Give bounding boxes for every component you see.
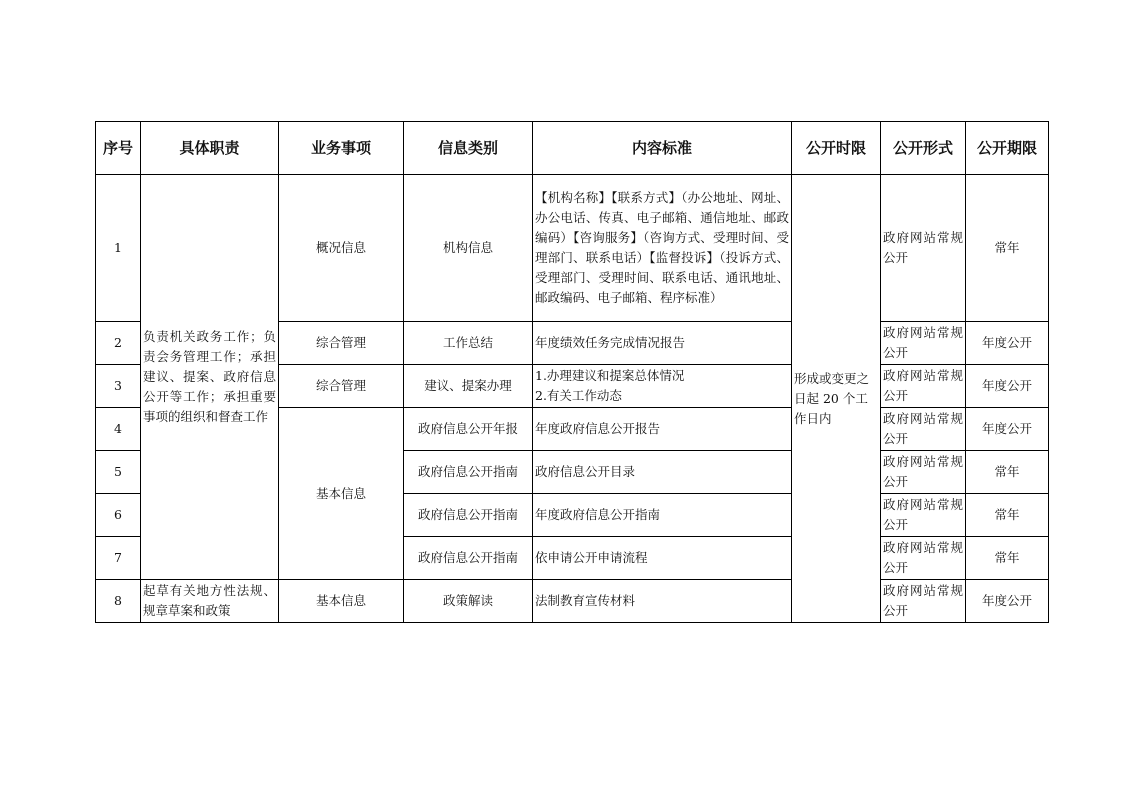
duty-cell — [141, 580, 279, 623]
table-row — [96, 580, 1049, 623]
content-line: 1.办理建议和提案总体情况 — [535, 368, 685, 383]
period-cell: 常年 — [966, 494, 1049, 537]
table-row — [96, 175, 1049, 322]
period-cell: 年度公开 — [966, 365, 1049, 408]
business-cell: 基本信息 — [279, 408, 404, 580]
period-cell: 常年 — [966, 537, 1049, 580]
business-cell: 综合管理 — [279, 322, 404, 365]
header-form: 公开形式 — [881, 122, 966, 175]
category-cell: 政府信息公开指南 — [404, 537, 533, 580]
period-cell: 年度公开 — [966, 408, 1049, 451]
period-cell: 常年 — [966, 451, 1049, 494]
time-limit-cell: 形成或变更之日起 20 个工作日内 — [792, 175, 881, 623]
category-cell: 建议、提案办理 — [404, 365, 533, 408]
category-cell: 政府信息公开年报 — [404, 408, 533, 451]
content-cell — [533, 365, 792, 408]
row-no: 1 — [96, 175, 141, 322]
content-cell: 年度绩效任务完成情况报告 — [533, 322, 792, 365]
business-cell: 综合管理 — [279, 365, 404, 408]
period-cell: 年度公开 — [966, 322, 1049, 365]
content-cell: 年度政府信息公开报告 — [533, 408, 792, 451]
category-cell: 政府信息公开指南 — [404, 494, 533, 537]
header-business: 业务事项 — [279, 122, 404, 175]
content-cell: 年度政府信息公开指南 — [533, 494, 792, 537]
category-cell: 工作总结 — [404, 322, 533, 365]
category-cell: 机构信息 — [404, 175, 533, 322]
row-no: 4 — [96, 408, 141, 451]
period-cell: 常年 — [966, 175, 1049, 322]
duty-text: 起草有关地方性法规、规章草案和政策 — [143, 583, 276, 618]
header-no: 序号 — [96, 122, 141, 175]
row-no: 5 — [96, 451, 141, 494]
form-cell: 政府网站常规公开 — [881, 580, 966, 623]
disclosure-table — [95, 121, 1049, 623]
content-line: 2.有关工作动态 — [535, 388, 622, 403]
header-duty: 具体职责 — [141, 122, 279, 175]
header-period: 公开期限 — [966, 122, 1049, 175]
row-no: 6 — [96, 494, 141, 537]
form-cell: 政府网站常规公开 — [881, 408, 966, 451]
form-cell: 政府网站常规公开 — [881, 175, 966, 322]
period-cell: 年度公开 — [966, 580, 1049, 623]
form-cell: 政府网站常规公开 — [881, 365, 966, 408]
form-cell: 政府网站常规公开 — [881, 494, 966, 537]
header-time-limit: 公开时限 — [792, 122, 881, 175]
header-category: 信息类别 — [404, 122, 533, 175]
content-cell: 政府信息公开目录 — [533, 451, 792, 494]
row-no: 2 — [96, 322, 141, 365]
duty-cell: 负责机关政务工作；负责会务管理工作；承担建议、提案、政府信息公开等工作；承担重要事项的组织和督查工作 — [141, 175, 279, 580]
row-no: 8 — [96, 580, 141, 623]
form-cell: 政府网站常规公开 — [881, 322, 966, 365]
category-cell: 政策解读 — [404, 580, 533, 623]
business-cell: 概况信息 — [279, 175, 404, 322]
row-no: 7 — [96, 537, 141, 580]
business-cell: 基本信息 — [279, 580, 404, 623]
content-cell: 【机构名称】【联系方式】（办公地址、网址、办公电话、传真、电子邮箱、通信地址、邮政编码）【咨询服务】（咨询方式、受理时间、受理部门、联系电话）【监督投诉】（投诉方式、受理部门、受理时间、联系电话、通讯地址、邮政编码、电子邮箱、程序标准） — [533, 175, 792, 322]
form-cell: 政府网站常规公开 — [881, 537, 966, 580]
row-no: 3 — [96, 365, 141, 408]
form-cell: 政府网站常规公开 — [881, 451, 966, 494]
content-cell: 法制教育宣传材料 — [533, 580, 792, 623]
category-cell: 政府信息公开指南 — [404, 451, 533, 494]
content-cell: 依申请公开申请流程 — [533, 537, 792, 580]
header-row — [96, 122, 1049, 175]
header-content: 内容标准 — [533, 122, 792, 175]
